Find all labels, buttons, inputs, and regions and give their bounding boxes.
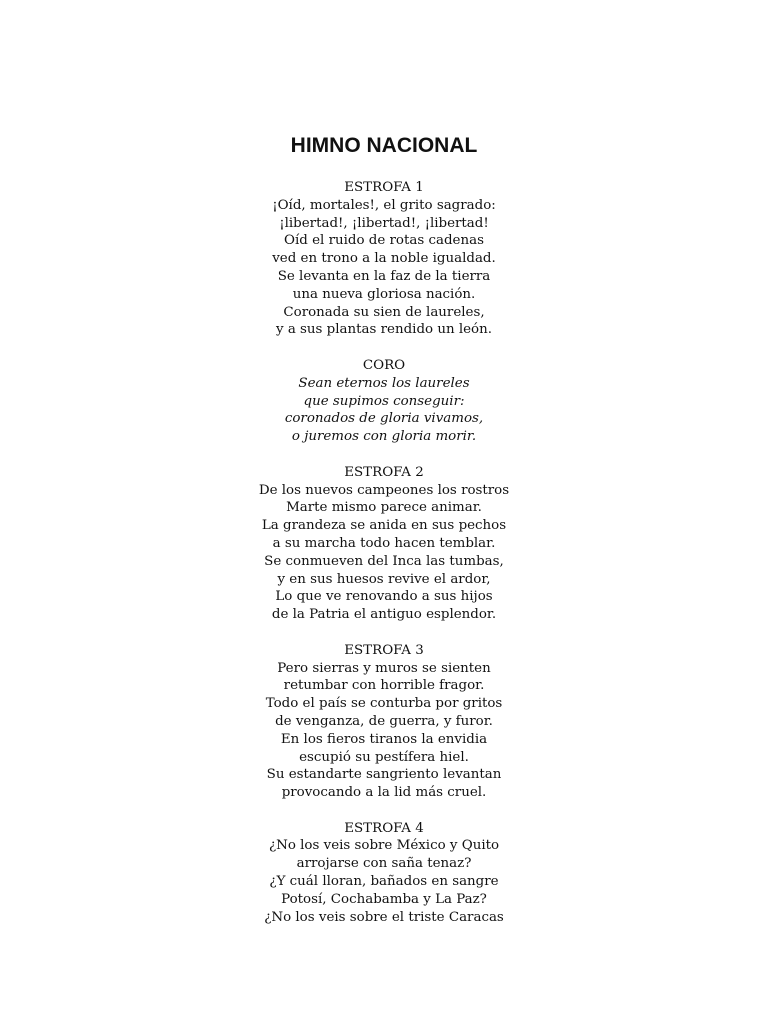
verse-line: coronados de gloria vivamos, <box>284 411 484 427</box>
page-title: HIMNO NACIONAL <box>290 134 478 157</box>
stanza-heading: CORO <box>362 357 406 373</box>
verse-line: ¿Y cuál lloran, bañados en sangre <box>269 874 499 890</box>
verse-line: ved en trono a la noble igualdad. <box>272 251 496 267</box>
verse-line: ¿No los veis sobre el triste Caracas <box>264 909 504 925</box>
verse-line: y en sus huesos revive el ardor, <box>277 571 491 587</box>
verse-line: Oíd el ruido de rotas cadenas <box>284 233 484 249</box>
stanza-heading: ESTROFA 1 <box>344 180 424 195</box>
verse-line: ¡Oíd, mortales!, el grito sagrado: <box>272 197 496 213</box>
verse-line: o juremos con gloria morir. <box>291 429 477 445</box>
verse-line: retumbar con horrible fragor. <box>283 678 485 694</box>
verse-line: de venganza, de guerra, y furor. <box>275 713 493 729</box>
stanza-3 <box>0 464 768 624</box>
stanza-2 <box>0 357 768 446</box>
verse-line: De los nuevos campeones los rostros <box>258 482 510 498</box>
verse-line: escupió su pestífera hiel. <box>299 749 469 765</box>
verse-line: La grandeza se anida en sus pechos <box>261 518 507 534</box>
verse-line: Se conmueven del Inca las tumbas, <box>264 553 504 569</box>
stanza-1 <box>0 179 768 339</box>
verse-line: a su marcha todo hacen temblar. <box>272 535 496 551</box>
verse-line: una nueva gloriosa nación. <box>292 286 476 302</box>
verse-line: Marte mismo parece animar. <box>286 500 482 516</box>
verse-line: que supimos conseguir: <box>303 393 465 409</box>
stanza-heading: ESTROFA 2 <box>344 464 424 480</box>
anthem-text <box>0 179 768 944</box>
verse-line: Sean eternos los laureles <box>298 375 470 391</box>
verse-line: de la Patria el antiguo esplendor. <box>271 607 497 623</box>
verse-line: Lo que ve renovando a sus hijos <box>275 589 493 605</box>
verse-line: Potosí, Cochabamba y La Paz? <box>281 891 487 907</box>
verse-line: Pero sierras y muros se sienten <box>277 660 491 676</box>
verse-line: y a sus plantas rendido un león. <box>276 322 492 338</box>
stanza-heading: ESTROFA 3 <box>344 642 424 658</box>
stanza-5 <box>0 820 768 927</box>
stanza-4 <box>0 642 768 802</box>
stanza-heading: ESTROFA 4 <box>344 820 424 836</box>
verse-line: ¿No los veis sobre México y Quito <box>268 838 500 854</box>
verse-line: Su estandarte sangriento levantan <box>266 767 502 783</box>
verse-line: provocando a la lid más cruel. <box>281 785 487 801</box>
verse-line: Se levanta en la faz de la tierra <box>277 268 491 284</box>
verse-line: ¡libertad!, ¡libertad!, ¡libertad! <box>279 215 489 231</box>
verse-line: En los fieros tiranos la envidia <box>280 731 488 747</box>
verse-line: Todo el país se conturba por gritos <box>265 696 503 712</box>
verse-line: Coronada su sien de laureles, <box>283 304 485 320</box>
verse-line: arrojarse con saña tenaz? <box>296 856 472 872</box>
